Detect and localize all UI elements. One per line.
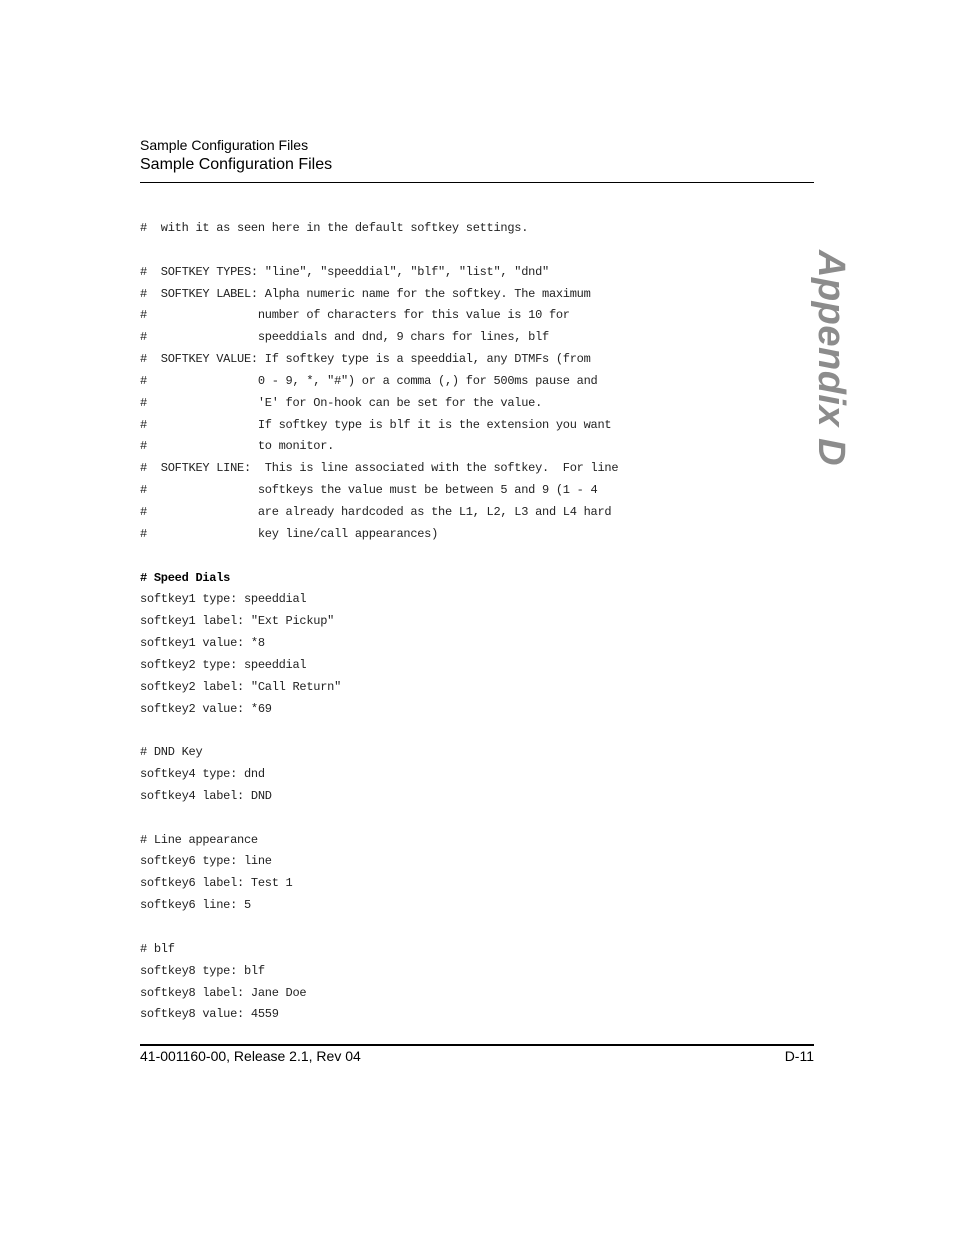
- appendix-side-tab: [810, 250, 854, 467]
- blank-line: [140, 720, 740, 742]
- code-line: softkey1 label: "Ext Pickup": [140, 614, 335, 629]
- running-header: Sample Configuration Files: [140, 137, 309, 153]
- code-line: # to monitor.: [140, 439, 335, 454]
- code-line: softkey4 type: dnd: [140, 767, 265, 782]
- code-line: # If softkey type is blf it is the extension you want: [140, 417, 612, 432]
- code-line: # SOFTKEY LABEL: Alpha numeric name for the softkey. The maximum: [140, 286, 591, 301]
- code-line: softkey6 line: 5: [140, 898, 251, 913]
- code-line: # speeddials and dnd, 9 chars for lines, blf: [140, 330, 549, 345]
- code-line: # 'E' for On-hook can be set for the value.: [140, 395, 543, 410]
- code-line: softkey2 label: "Call Return": [140, 679, 342, 694]
- header-divider: [140, 182, 814, 183]
- code-line: # Line appearance: [140, 832, 258, 847]
- code-line: # key line/call appearances): [140, 526, 439, 541]
- code-line: softkey2 value: *69: [140, 701, 272, 716]
- code-line: # DND Key: [140, 745, 203, 760]
- blank-line: [140, 240, 740, 262]
- page-number: D-11: [784, 1048, 814, 1064]
- code-line: # are already hardcoded as the L1, L2, L3 and L4 hard: [140, 504, 612, 519]
- code-line: # with it as seen here in the default softkey settings.: [140, 221, 529, 235]
- section-title: Sample Configuration Files: [140, 156, 333, 173]
- blank-line: [140, 546, 740, 568]
- code-line: softkey1 value: *8: [140, 636, 265, 651]
- footer-divider: [140, 1044, 814, 1046]
- blank-line: [140, 917, 740, 939]
- code-line: softkey8 value: 4559: [140, 1007, 279, 1022]
- code-line: softkey6 type: line: [140, 854, 272, 869]
- code-line: # SOFTKEY LINE: This is line associated with the softkey. For line: [140, 461, 619, 476]
- code-section-heading: # Speed Dials: [140, 570, 231, 585]
- code-line: # SOFTKEY TYPES: "line", "speeddial", "blf", "list", "dnd": [140, 264, 549, 279]
- document-id: 41-001160-00, Release 2.1, Rev 04: [140, 1048, 361, 1064]
- code-line: # 0 - 9, *, "#") or a comma (,) for 500ms pause and: [140, 373, 598, 388]
- code-line: softkey8 label: Jane Doe: [140, 985, 307, 1000]
- code-line: # blf: [140, 941, 175, 956]
- blank-line: [140, 808, 740, 830]
- appendix-label: Appendix D: [810, 250, 852, 467]
- code-line: softkey6 label: Test 1: [140, 876, 293, 891]
- code-line: softkey1 type: speeddial: [140, 592, 307, 607]
- code-line: # softkeys the value must be between 5 and 9 (1 - 4: [140, 483, 598, 498]
- config-code-block: [140, 218, 740, 1026]
- code-line: softkey4 label: DND: [140, 788, 272, 803]
- code-line: # SOFTKEY VALUE: If softkey type is a speeddial, any DTMFs (from: [140, 352, 591, 367]
- code-line: # number of characters for this value is 10 for: [140, 308, 570, 323]
- code-line: softkey2 type: speeddial: [140, 657, 307, 672]
- code-line: softkey8 type: blf: [140, 963, 265, 978]
